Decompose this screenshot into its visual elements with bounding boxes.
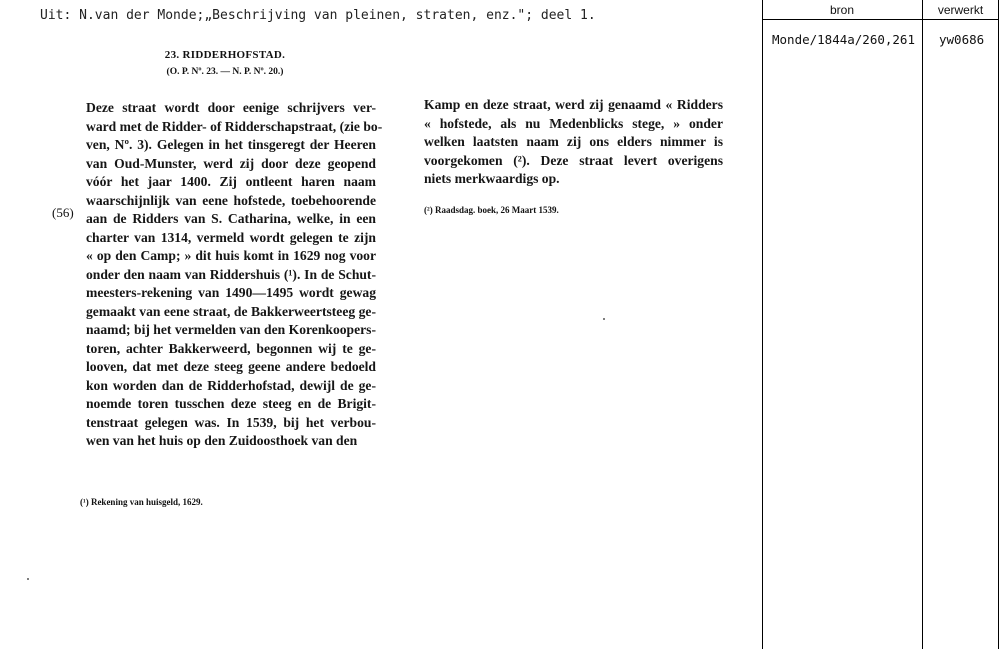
- left-column-line: aan de Ridders van S. Catharina, welke, in een: [86, 211, 376, 226]
- footnote-1: (¹) Rekening van huisgeld, 1629.: [80, 497, 203, 507]
- right-column-line: Kamp en deze straat, werd zij genaamd « Ridders: [424, 97, 723, 112]
- ledger-verwerkt-value: yw0686: [939, 32, 985, 47]
- left-column-line: wen van het huis op den Zuidoosthoek van den: [86, 433, 358, 448]
- ledger-header-verwerkt: verwerkt: [937, 3, 984, 17]
- ledger-header-rule: [762, 19, 999, 20]
- left-column-line: waarschijnlijk van eene hofstede, toebehoorende: [86, 192, 376, 208]
- ledger-header-bron: bron: [829, 3, 855, 17]
- right-column-line: voorgekomen (²). Deze straat levert overigens: [424, 152, 723, 168]
- ledger-panel: [762, 0, 999, 649]
- right-column-line: « hofstede, als nu Medenblicks stege, » onder: [424, 115, 723, 131]
- left-column-line: looven, dat met deze steeg geene andere bedoeld: [86, 359, 376, 374]
- left-text-column: [86, 99, 383, 451]
- left-column-line: tenstraat gelegen was. In 1539, bij het verbou-: [86, 414, 376, 430]
- left-column-line: toren, achter Bakkerweerd, begonnen wij te ge-: [86, 340, 376, 356]
- left-column-line: gemaakt van eene straat, de Bakkerweertsteeg ge-: [86, 303, 376, 319]
- left-column-line: ven, Nº. 3). Gelegen in het tinsgeregt der Heeren: [86, 137, 376, 152]
- article-title: 23. RIDDERHOFSTAD.: [164, 49, 286, 61]
- scan-speck: [603, 318, 605, 320]
- left-column-line: onder den naam van Riddershuis (¹). In de Schut-: [86, 266, 376, 282]
- ledger-border-right: [998, 0, 999, 649]
- scan-speck: [27, 578, 29, 580]
- left-column-line: kon worden dan de Ridderhofstad, dewijl de ge-: [86, 377, 376, 393]
- left-column-line: « op den Camp; » dit huis komt in 1629 nog voor: [86, 248, 376, 263]
- ledger-bron-value: Monde/1844a/260,261: [772, 32, 915, 47]
- left-column-line: noemde toren tusschen deze steeg en de Brigit-: [86, 396, 376, 411]
- left-column-line: meesters-rekening van 1490—1495 wordt gewag: [86, 285, 376, 300]
- left-column-line: van Oud-Munster, werd zij door deze geopend: [86, 155, 376, 171]
- article-subtitle: (O. P. Nº. 23. — N. P. Nº. 20.): [166, 67, 284, 77]
- right-column-line: niets merkwaardigs op.: [424, 171, 560, 186]
- left-column-line: naamd; bij het vermelden van den Korenkoopers-: [86, 322, 376, 337]
- right-column-line: welken laatsten naam zij ons elders nimmer is: [424, 134, 723, 149]
- left-column-line: vóór het jaar 1400. Zij ontleent haren naam: [86, 174, 376, 189]
- footnote-2: (²) Raadsdag. boek, 26 Maart 1539.: [424, 205, 559, 215]
- margin-page-note: (56): [52, 205, 74, 220]
- source-citation: Uit: N.van der Monde;„Beschrijving van pleinen, straten, enz."; deel 1.: [40, 8, 596, 23]
- ledger-border-left: [762, 0, 763, 649]
- left-column-line: ward met de Ridder- of Ridderschapstraat, (zie bo-: [86, 118, 383, 134]
- ledger-divider: [922, 0, 923, 649]
- right-text-column: [424, 96, 723, 189]
- left-column-line: Deze straat wordt door eenige schrijvers ver-: [86, 100, 376, 115]
- left-column-line: charter van 1314, vermeld wordt gelegen te zijn: [86, 229, 376, 245]
